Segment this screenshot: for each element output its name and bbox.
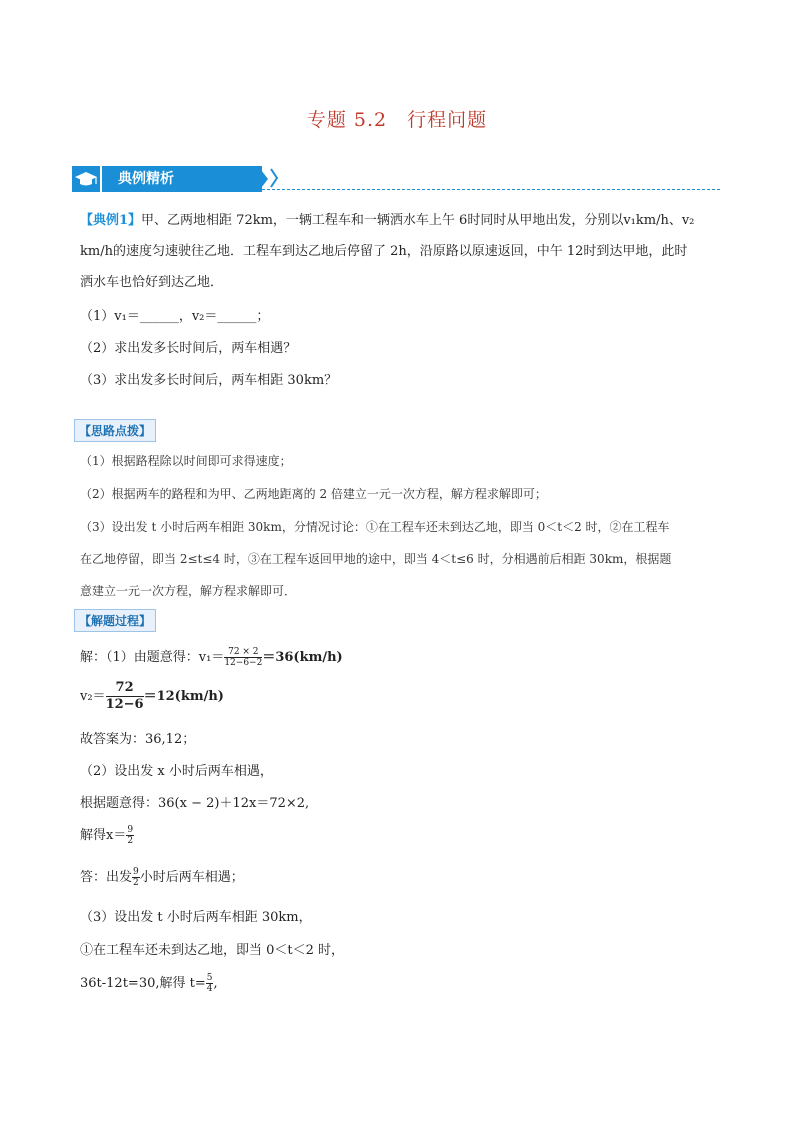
solution-tag: 【解题过程】 — [74, 609, 156, 632]
fraction: $\frac{72}{12-6}$ — [105, 680, 144, 712]
question-2: （2）求出发多长时间后，两车相遇？ — [80, 341, 297, 356]
fraction: $\frac{9}{2}$ — [127, 825, 134, 846]
solution-line-7: 答：出发 $\frac{9}{2}$ 小时后两车相遇； — [80, 867, 244, 888]
fraction: $\frac{72 \times 2}{12-6-2}$ — [224, 647, 263, 668]
banner-divider — [212, 189, 720, 190]
hint-tag: 【思路点拨】 — [74, 419, 156, 442]
banner-label: 典例精析 — [102, 166, 262, 192]
example-tag: 【典例1】 — [80, 213, 142, 228]
solution-line-5: 根据题意得：36(x − 2)＋12x＝72×2, — [80, 796, 310, 811]
hint-line-5: 意建立一元一次方程，解方程求解即可． — [80, 584, 297, 598]
solution-line-10: 36t-12t=30,解得 t= $\frac{5}{4}$ , — [80, 973, 218, 994]
solution-line-8: （3）设出发 t 小时后两车相距 30km， — [80, 910, 312, 925]
page-title: 专题 5.2 行程问题 — [306, 109, 488, 131]
solution-line-2: v₂＝ $\frac{72}{12-6}$ ＝12(km/h) — [80, 680, 224, 712]
example-line-3: 洒水车也恰好到达乙地． — [80, 275, 224, 290]
chevron-right-icon — [270, 168, 278, 188]
hint-line-4: 在乙地停留，即当 2≤t≤4 时，③在工程车返回甲地的途中，即当 4＜t≤6 时，分相遇前后相距 30km，根据题 — [80, 552, 672, 566]
solution-line-4: （2）设出发 x 小时后两车相遇， — [80, 764, 273, 779]
graduation-cap-icon — [72, 166, 100, 192]
solution-line-6: 解得x＝ $\frac{9}{2}$ — [80, 825, 134, 846]
solution-line-1: 解：（1）由题意得：v₁＝ $\frac{72 \times 2}{12-6-2}$ ＝36(km/h) — [80, 647, 343, 668]
hint-line-1: （1）根据路程除以时间即可求得速度； — [80, 454, 292, 468]
fraction: $\frac{5}{4}$ — [206, 973, 213, 994]
fraction: $\frac{9}{2}$ — [133, 867, 139, 888]
question-3: （3）求出发多长时间后，两车相距 30km？ — [80, 373, 338, 388]
question-1: （1）v₁＝______，v₂＝______； — [80, 309, 270, 324]
solution-line-3: 故答案为：36,12； — [80, 732, 196, 747]
hint-line-2: （2）根据两车的路程和为甲、乙两地距离的 2 倍建立一元一次方程，解方程求解即可； — [80, 487, 547, 501]
hint-line-3: （3）设出发 t 小时后两车相距 30km，分情况讨论：①在工程车还未到达乙地，即当 0＜t＜2 时，②在工程车 — [80, 520, 670, 534]
example-line-1: 【典例1】甲、乙两地相距 72km，一辆工程车和一辆洒水车上午 6时同时从甲地出发，分别以v₁km/h、v₂ — [80, 213, 695, 228]
solution-line-9: ①在工程车还未到达乙地，即当 0＜t＜2 时， — [80, 943, 345, 958]
example-line-2: km/h的速度匀速驶往乙地．工程车到达乙地后停留了 2h，沿原路以原速返回，中午 12时到达甲地，此时 — [80, 244, 688, 259]
